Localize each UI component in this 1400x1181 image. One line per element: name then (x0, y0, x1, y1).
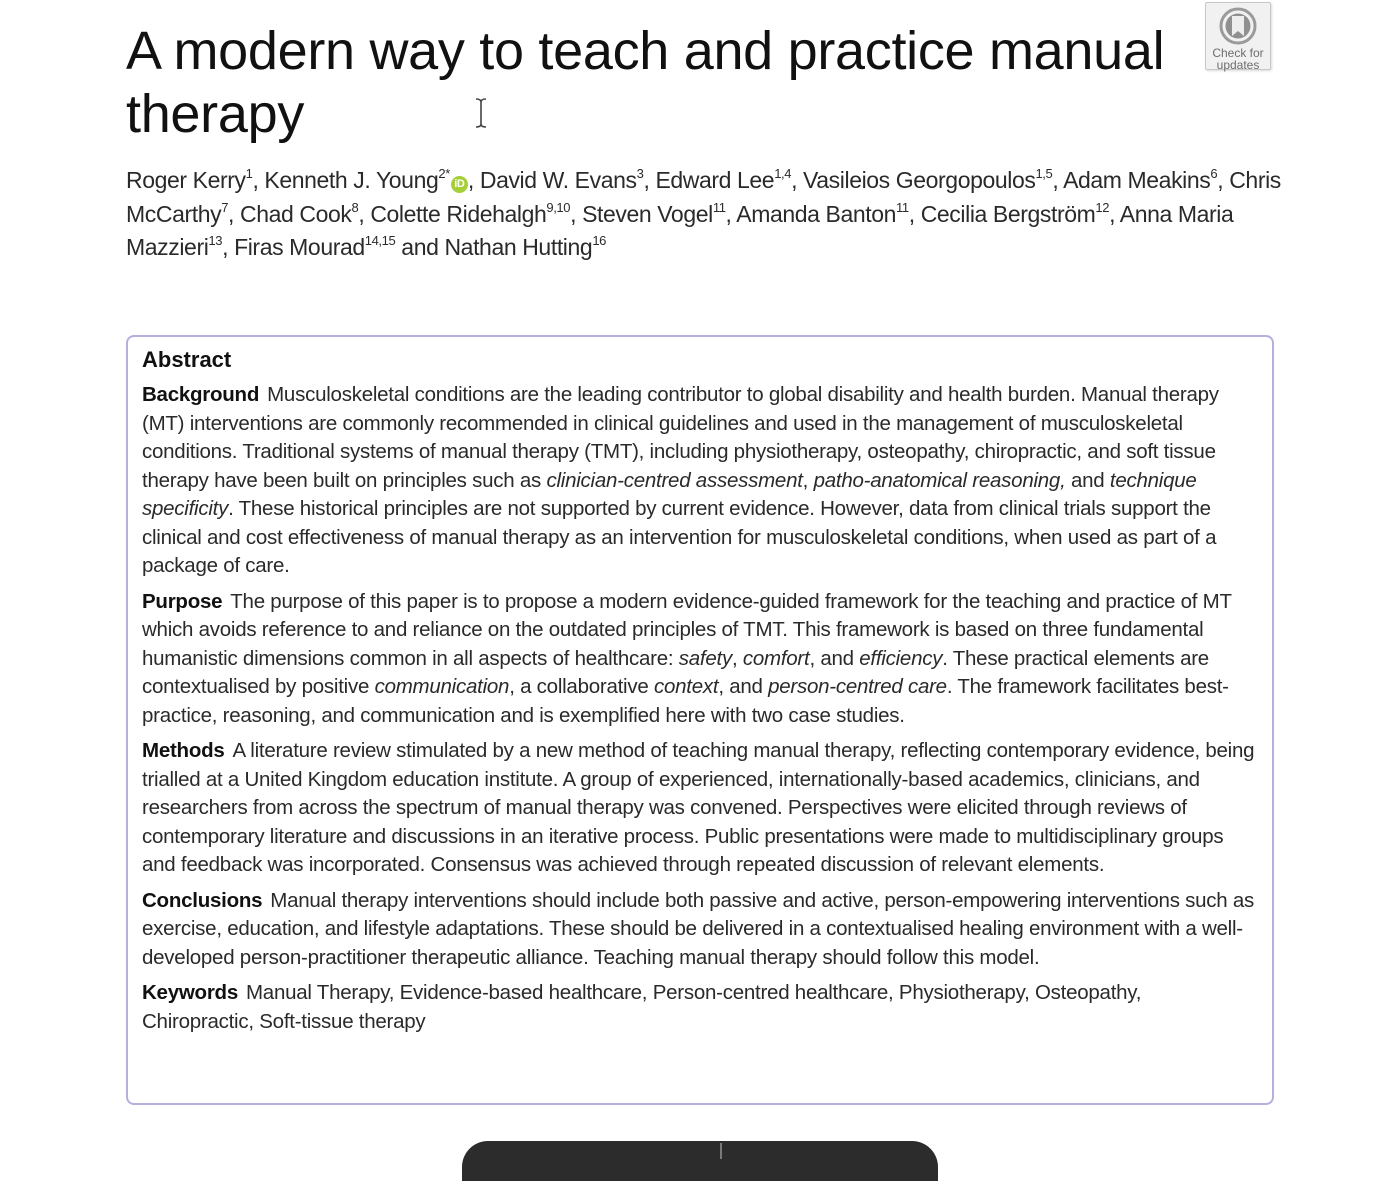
author-affiliation: 16 (592, 233, 606, 248)
abstract-section-keywords (142, 979, 1258, 1036)
section-label: Conclusions (142, 888, 263, 912)
emphasis-text: patho-anatomical reasoning, (813, 468, 1066, 492)
author-name[interactable]: Adam Meakins (1063, 167, 1211, 193)
section-text: . These historical principles are not supported by current evidence. However, data from clinical trials support the clinical and cost effectiveness of manual therapy as an intervention for musculoskeletal conditions, when used as part of a package of care. (142, 497, 1217, 577)
abstract-box (126, 335, 1274, 1105)
badge-label (1206, 47, 1270, 71)
author-name[interactable]: Cecilia Bergström (920, 200, 1096, 227)
author-affiliation: 6 (1210, 166, 1218, 181)
section-text: , (802, 468, 814, 492)
author-name[interactable]: Kenneth J. Young (264, 167, 439, 193)
abstract-section-conclusions (142, 887, 1258, 973)
pdf-toolbar[interactable] (462, 1141, 938, 1181)
badge-label-line-1: Check for (1212, 46, 1264, 60)
emphasis-text: communication (374, 675, 510, 698)
author-list: Roger Kerry$^1$, Kenneth J. Young$^{2*}$iD , David W. Evans$^3$, Edward Lee$^{1,4}$, Vasileios Georgopoulos$^{1,5}$, Adam Meakins$^6$, Chris McCarthy$^7$, Chad Cook$^8$, Colette Ridehalgh$^{9,10}$, Steven Vogel$^{11}$, Amanda Banton$^{11}$, Cecilia Bergström$^{12}$, Anna Maria Mazzieri$^{13}$, Firas Mourad$^{14,15}$ and Nathan Hutting$^{16}$ (126, 166, 1281, 260)
emphasis-text: technique specificity (142, 468, 1197, 520)
section-text: . These practical elements are contextualised by positive (142, 646, 1209, 698)
abstract-section-background (142, 381, 1258, 581)
author-name[interactable]: Anna Maria Mazzieri (126, 200, 1234, 260)
author-name[interactable]: Amanda Banton (736, 200, 897, 227)
author-name[interactable]: Firas Mourad (234, 234, 365, 260)
author-name[interactable]: Chris McCarthy (126, 167, 1281, 227)
section-text: , and (809, 646, 860, 670)
author-affiliation: 14,15 (364, 233, 396, 248)
abstract-heading: Abstract (142, 347, 232, 372)
section-label: Keywords (142, 981, 238, 1004)
author-affiliation: 1 (245, 166, 253, 181)
section-text: , and (718, 675, 769, 698)
author-affiliation: 1,4 (774, 166, 792, 181)
toolbar-divider (720, 1143, 722, 1159)
bookmark-ribbon-icon (1219, 7, 1257, 45)
text-cursor-icon (474, 97, 488, 129)
author-affiliation: 12 (1095, 199, 1110, 215)
author-affiliation: 11 (896, 199, 909, 215)
section-label: Background (142, 383, 260, 406)
author-name[interactable]: Colette Ridehalgh (370, 200, 547, 227)
author-affiliation: 8 (351, 199, 359, 215)
abstract-section-methods (142, 737, 1258, 880)
section-text: Musculoskeletal conditions are the leading contributor to global disability and health burden. Manual therapy (MT) interventions are commonly recommended in clinical guidelines and used in the management of musculoskeletal conditions. Traditional systems of manual therapy (TMT), including physiotherapy, osteopathy, chiropractic, and soft tissue therapy have been built on principles such as (142, 383, 1219, 492)
author-affiliation: 9,10 (546, 199, 571, 215)
emphasis-text: clinician-centred assessment (546, 468, 803, 492)
author-name[interactable]: Edward Lee (655, 167, 775, 193)
badge-label-line-2: updates (1216, 58, 1260, 72)
check-for-updates-badge[interactable] (1205, 2, 1271, 70)
emphasis-text: safety (678, 646, 732, 670)
section-text: and (1065, 468, 1110, 492)
author-affiliation: 13 (208, 233, 223, 248)
author-name[interactable]: Steven Vogel (582, 200, 713, 227)
section-label: Purpose (142, 589, 223, 613)
section-label: Methods (142, 739, 225, 762)
author-name[interactable]: Vasileios Georgopoulos (803, 167, 1036, 193)
emphasis-text: person-centred care (768, 675, 947, 698)
emphasis-text: comfort (742, 646, 810, 670)
section-text: Manual Therapy, Evidence-based healthcare, Person-centred healthcare, Physiotherapy, Osteopathy, Chiropractic, Soft-tissue therapy (142, 981, 1142, 1033)
author-affiliation: 1,5 (1035, 166, 1053, 181)
abstract-sections (142, 381, 1258, 1036)
author-affiliation: 2* (438, 166, 450, 181)
section-text: . The framework facilitates best-practice, reasoning, and communication and is exemplified here with two case studies. (142, 675, 1229, 727)
author-name[interactable]: Roger Kerry (126, 167, 246, 193)
section-text: A literature review stimulated by a new method of teaching manual therapy, reflecting contemporary evidence, being trialled at a United Kingdom education institute. A group of experienced, internationally-based academics, clinicians, and researchers from across the spectrum of manual therapy was convened. Perspectives were elicited through reviews of contemporary literature and discussions in an iterative process. Public presentations were made to multidisciplinary groups and feedback was incorporated. Consensus was achieved through repeated discussion of relevant elements. (142, 739, 1255, 876)
section-text: , (731, 646, 743, 670)
abstract-section-purpose (142, 588, 1258, 731)
paper-title: A modern way to teach and practice manual therapy (126, 21, 1165, 144)
author-affiliation: 11 (712, 199, 726, 215)
author-name[interactable]: David W. Evans (479, 167, 637, 193)
author-affiliation: 3 (636, 166, 644, 181)
author-name[interactable]: Nathan Hutting (444, 234, 593, 260)
emphasis-text: context (653, 675, 719, 698)
section-text: The purpose of this paper is to propose a modern evidence-guided framework for the teaching and practice of MT which avoids reference to and reliance on the outdated principles of TMT. This framework is based on three fundamental humanistic dimensions common in all aspects of healthcare: (142, 589, 1232, 670)
section-text: , a collaborative (509, 675, 654, 698)
author-name[interactable]: Chad Cook (240, 200, 352, 227)
author-affiliation: 7 (221, 199, 229, 215)
orcid-icon[interactable]: iD (451, 176, 468, 193)
emphasis-text: efficiency (859, 646, 943, 670)
section-text: Manual therapy interventions should include both passive and active, person-empowering interventions such as exercise, education, and lifestyle adaptations. These should be delivered in a contextualised healing environment with a well-developed person-practitioner therapeutic alliance. Teaching manual therapy should follow this model. (142, 888, 1255, 969)
